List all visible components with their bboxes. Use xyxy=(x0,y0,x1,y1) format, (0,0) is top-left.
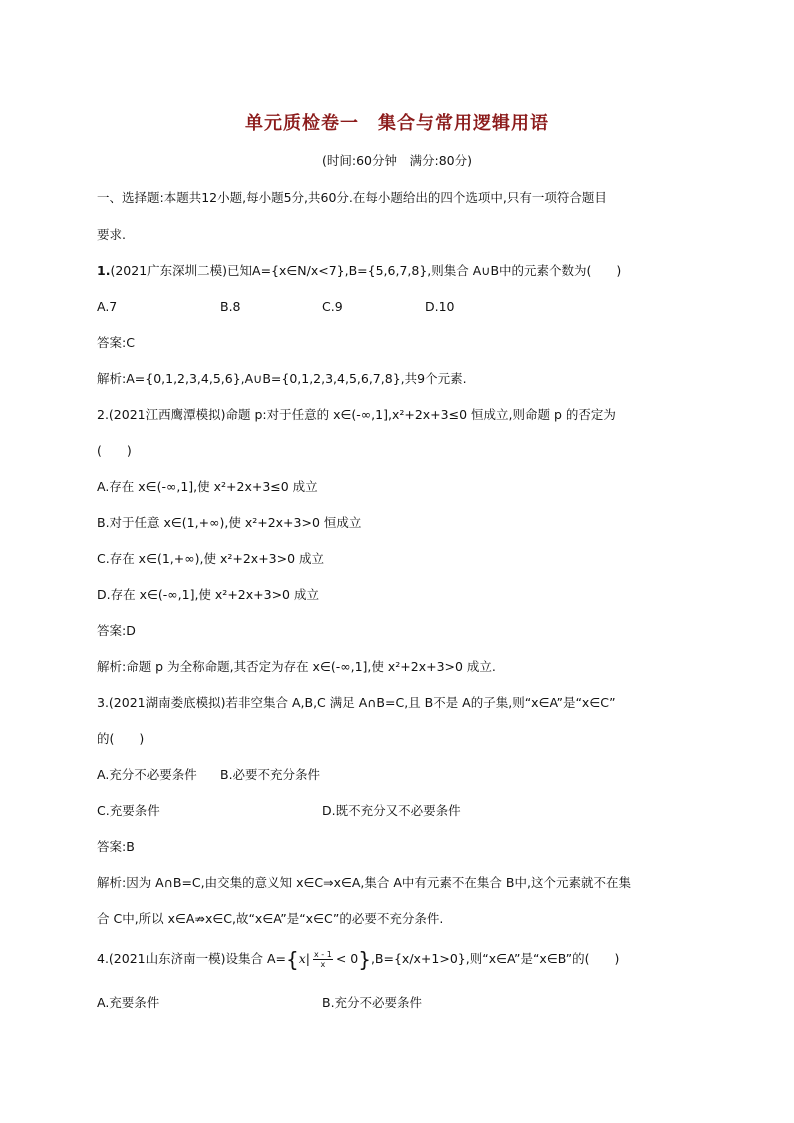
question-1-text: A={x∈N/x<7},B={5,6,7,8},则集合 A∪B中的元素个数为( ) xyxy=(252,263,622,278)
question-4 xyxy=(97,947,620,972)
q3-analysis-line1: 解析:因为 A∩B=C,由交集的意义知 x∈C⇒x∈A,集合 A中有元素不在集合 B中,这个元素就不在集 xyxy=(97,875,631,890)
q1-analysis: 解析:A={0,1,2,3,4,5,6},A∪B={0,1,2,3,4,5,6,7,8},共9个元素. xyxy=(97,371,467,386)
q2-analysis: 解析:命题 p 为全称命题,其否定为存在 x∈(-∞,1],使 x²+2x+3>0 成立. xyxy=(97,659,496,674)
q2-option-d: D.存在 x∈(-∞,1],使 x²+2x+3>0 成立 xyxy=(97,587,319,602)
q2-answer: 答案:D xyxy=(97,623,136,638)
fraction xyxy=(313,950,333,969)
question-1-number: 1. xyxy=(97,263,111,278)
q3-option-c: C.充要条件 xyxy=(97,803,160,818)
q4-option-a: A.充要条件 xyxy=(97,995,160,1010)
exam-info: (时间:60分钟 满分:80分) xyxy=(322,153,472,168)
q3-option-b: B.必要不充分条件 xyxy=(220,767,321,782)
set-variable: x xyxy=(298,951,306,966)
q3-option-d: D.既不充分又不必要条件 xyxy=(322,803,461,818)
q3-option-a: A.充分不必要条件 xyxy=(97,767,197,782)
question-4-prefix: 4.(2021山东济南一模)设集合 A= xyxy=(97,951,286,966)
q2-option-c: C.存在 x∈(1,+∞),使 x²+2x+3>0 成立 xyxy=(97,551,325,566)
inequality: < 0 xyxy=(335,951,359,966)
fraction-numerator: x - 1 xyxy=(314,950,332,959)
q2-option-a: A.存在 x∈(-∞,1],使 x²+2x+3≤0 成立 xyxy=(97,479,318,494)
left-brace-icon: { xyxy=(286,947,299,972)
question-4-suffix: ,B={x/x+1>0},则“x∈A”是“x∈B”的( ) xyxy=(370,951,620,966)
page-title: 单元质检卷一 集合与常用逻辑用语 xyxy=(245,113,549,134)
q3-analysis-line2: 合 C中,所以 x∈A⇏x∈C,故“x∈A”是“x∈C”的必要不充分条件. xyxy=(97,911,444,926)
question-2-line1: 2.(2021江西鹰潭模拟)命题 p:对于任意的 x∈(-∞,1],x²+2x+3≤0 恒成立,则命题 p 的否定为 xyxy=(97,407,616,422)
fraction-denominator: x xyxy=(320,960,326,969)
question-1 xyxy=(97,262,621,280)
q1-option-d: D.10 xyxy=(425,299,455,314)
q2-option-b: B.对于任意 x∈(1,+∞),使 x²+2x+3>0 恒成立 xyxy=(97,515,362,530)
question-3-line2: 的( ) xyxy=(97,731,145,746)
q1-answer: 答案:C xyxy=(97,335,135,350)
question-2-line2: ( ) xyxy=(97,443,132,458)
section-instructions-line2: 要求. xyxy=(97,227,126,242)
q1-option-c: C.9 xyxy=(322,299,343,314)
question-1-source: (2021广东深圳二模)已知 xyxy=(110,263,253,278)
question-3-line1: 3.(2021湖南娄底模拟)若非空集合 A,B,C 满足 A∩B=C,且 B不是 A的子集,则“x∈A”是“x∈C” xyxy=(97,695,616,710)
section-instructions-line1: 一、选择题:本题共12小题,每小题5分,共60分.在每小题给出的四个选项中,只有一项符合题目 xyxy=(97,190,607,205)
q1-option-b: B.8 xyxy=(220,299,241,314)
set-bar-icon: | xyxy=(305,951,311,966)
right-brace-icon: } xyxy=(358,947,371,972)
q3-answer: 答案:B xyxy=(97,839,135,854)
q1-option-a: A.7 xyxy=(97,299,118,314)
q4-option-b: B.充分不必要条件 xyxy=(322,995,423,1010)
